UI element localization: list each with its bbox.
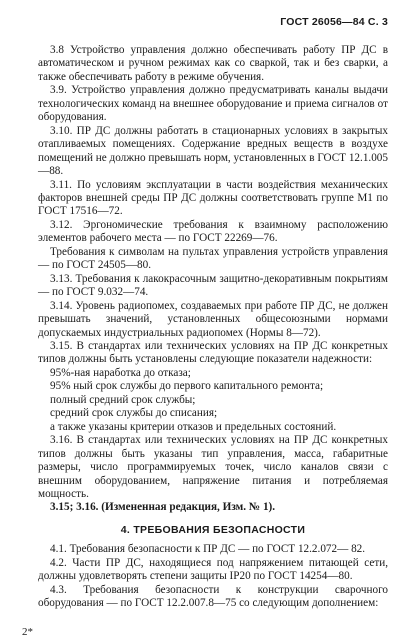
page-footer-mark: 2* — [22, 626, 33, 638]
paragraph-4-2: 4.2. Части ПР ДС, находящиеся под напряжением питающей сети, должны удовлетворять степени защиты IP20 по ГОСТ 14254—80. — [38, 556, 388, 583]
document-body — [38, 44, 388, 611]
section-heading: 4. ТРЕБОВАНИЯ БЕЗОПАСНОСТИ — [120, 523, 306, 536]
list-item-reliability-1: 95%-ная наработка до отказа; — [50, 366, 191, 379]
paragraph-3-9: 3.9. Устройство управления должно предусматривать каналы выдачи технологических команд на внешнее оборудование и приема сигналов от оборудования. — [38, 84, 388, 124]
paragraph-3-11: 3.11. По условиям эксплуатации в части воздействия механических факторов внешней среды ПР ДС должны соответствовать группе М1 по ГОСТ 17516—72. — [38, 178, 388, 218]
paragraph-3-8: 3.8 Устройство управления должно обеспечивать работу ПР ДС в автоматическом и ручном режимах как со сваркой, так и без сварки, а также обеспечивать работу в режиме обучения. — [38, 44, 388, 83]
list-item-reliability-4: средний срок службы до списания; — [50, 407, 218, 420]
paragraph-3-12-symbols: Требования к символам на пультах управления устройств управления — по ГОСТ 24505—80. — [38, 245, 388, 272]
paragraph-4-3: 4.3. Требования безопасности к конструкции сварочного оборудования — по ГОСТ 12.2.007.8—75 со следующим дополнением: — [38, 583, 388, 610]
paragraph-3-13: 3.13. Требования к лакокрасочным защитно-декоративным покрытиям — по ГОСТ 9.032—74. — [38, 272, 388, 299]
page-header: ГОСТ 26056—84 С. 3 — [280, 16, 388, 28]
list-item-reliability-5: а также указаны критерии отказов и предельных состояний. — [50, 420, 337, 433]
list-item-reliability-3: полный средний срок службы; — [50, 393, 196, 406]
paragraph-3-10: 3.10. ПР ДС должны работать в стационарных условиях в закрытых отапливаемых помещениях. Содержание вредных веществ в воздухе помещений не должно превышать норм, установленных в ГОСТ 12.1.005—88. — [38, 124, 388, 178]
list-item-reliability-2: 95% ный срок службы до первого капитального ремонта; — [50, 380, 324, 393]
paragraph-3-15: 3.15. В стандартах или технических условиях на ПР ДС конкретных типов должны быть установлены следующие показатели надежности: — [38, 339, 388, 366]
paragraph-3-16: 3.16. В стандартах или технических условиях на ПР ДС конкретных типов должны быть указаны тип управления, масса, габаритные размеры, число программируемых точек, число каналов связи с внешним оборудованием, напряжение питания и потребляемая мощность. — [38, 434, 388, 500]
paragraph-4-1: 4.1. Требования безопасности к ПР ДС — по ГОСТ 12.2.072— 82. — [50, 543, 366, 556]
paragraph-3-12: 3.12. Эргономические требования к взаимному расположению элементов рабочего места — по ГОСТ 22269—76. — [38, 218, 388, 245]
paragraph-3-14: 3.14. Уровень радиопомех, создаваемых при работе ПР ДС, не должен превышать значений, установленных общесоюзными нормами допускаемых индустриальных радиопомех (Нормы 8—72). — [38, 299, 388, 339]
editorial-note: 3.15; 3.16. (Измененная редакция, Изм. № 1). — [50, 501, 276, 514]
